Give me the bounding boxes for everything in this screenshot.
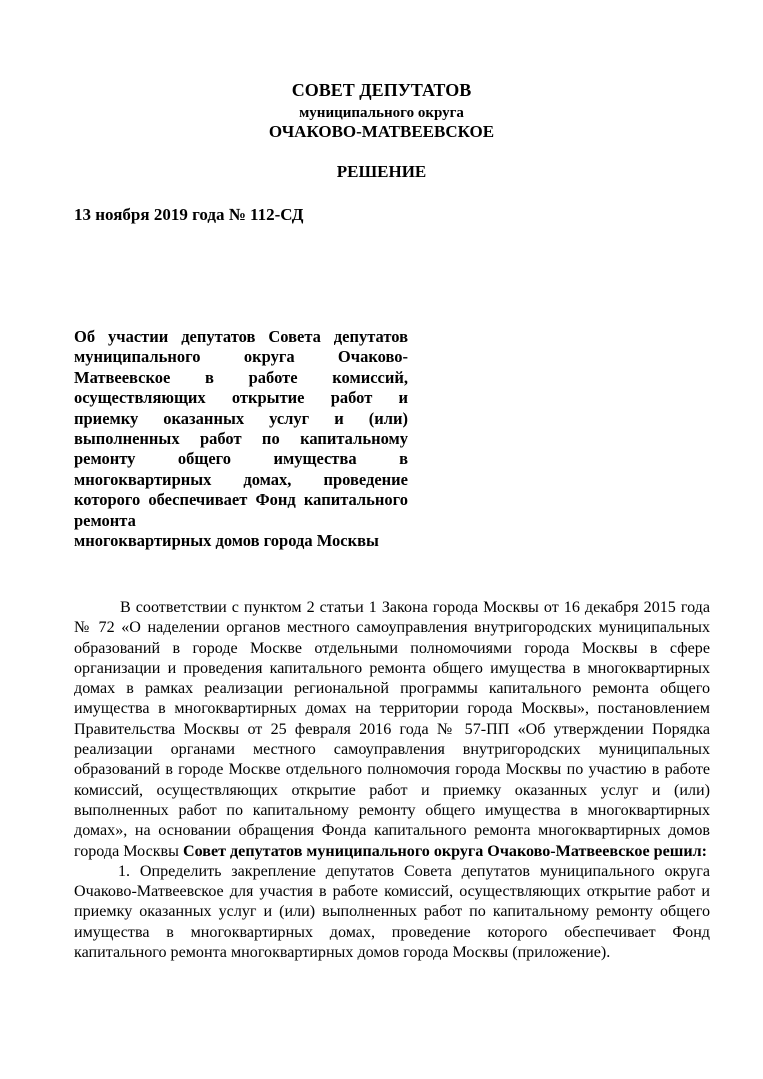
decision-subject	[74, 327, 408, 551]
subject-main-text: Об участии депутатов Совета депутатов муниципального округа Очаково-Матвеевское в работе комиссий, осуществляющих открытие работ и приемку оказанных услуг и (или) выполненных работ по капитальному ремонту общего имущества в многоквартирных домах, проведение которого обеспечивает Фонд капитального ремонта	[74, 327, 408, 530]
document-type: РЕШЕНИЕ	[336, 162, 427, 181]
preamble-text: В соответствии с пунктом 2 статьи 1 Закона города Москвы от 16 декабря 2015 года № 72 «О наделении органов местного самоуправления внутригородских муниципальных образований в городе Москве отдельными полномочиями города Москвы в сфере организации и проведения капитального ремонта общего имущества в многоквартирных домах в рамках реализации региональной программы капитального ремонта общего имущества в многоквартирных домах на территории города Москвы», постановлением Правительства Москвы от 25 февраля 2016 года № 57-ПП «Об утверждении Порядка реализации органами местного самоуправления внутригородских муниципальных образований в городе Москве отдельного полномочия города Москвы по участию в работе комиссий, осуществляющих открытие работ и приемку оказанных услуг и (или) выполненных работ по капитальному ремонту общего имущества в многоквартирных домах», на основании обращения Фонда капитального ремонта многоквартирных домов города Москвы	[74, 599, 710, 860]
resolution-phrase: Совет депутатов муниципального округа Очаково-Матвеевское решил:	[183, 842, 707, 860]
decision-body	[74, 598, 710, 963]
date-and-number: 13 ноября 2019 года № 112-СД	[74, 205, 304, 224]
district-type: муниципального округа	[299, 105, 464, 121]
subject-last-line: многоквартирных домов города Москвы	[74, 531, 379, 551]
preamble-paragraph	[74, 598, 710, 862]
district-name: ОЧАКОВО-МАТВЕЕВСКОЕ	[268, 122, 495, 141]
council-title: СОВЕТ ДЕПУТАТОВ	[291, 80, 472, 100]
decision-item: 1. Определить закрепление депутатов Совета депутатов муниципального округа Очаково-Матвеевское для участия в работе комиссий, осуществляющих открытие работ и приемку оказанных услуг и (или) выполненных работ по капитальному ремонту общего имущества в многоквартирных домах, проведение которого обеспечивает Фонд капитального ремонта многоквартирных домов города Москвы (приложение).	[74, 862, 710, 962]
